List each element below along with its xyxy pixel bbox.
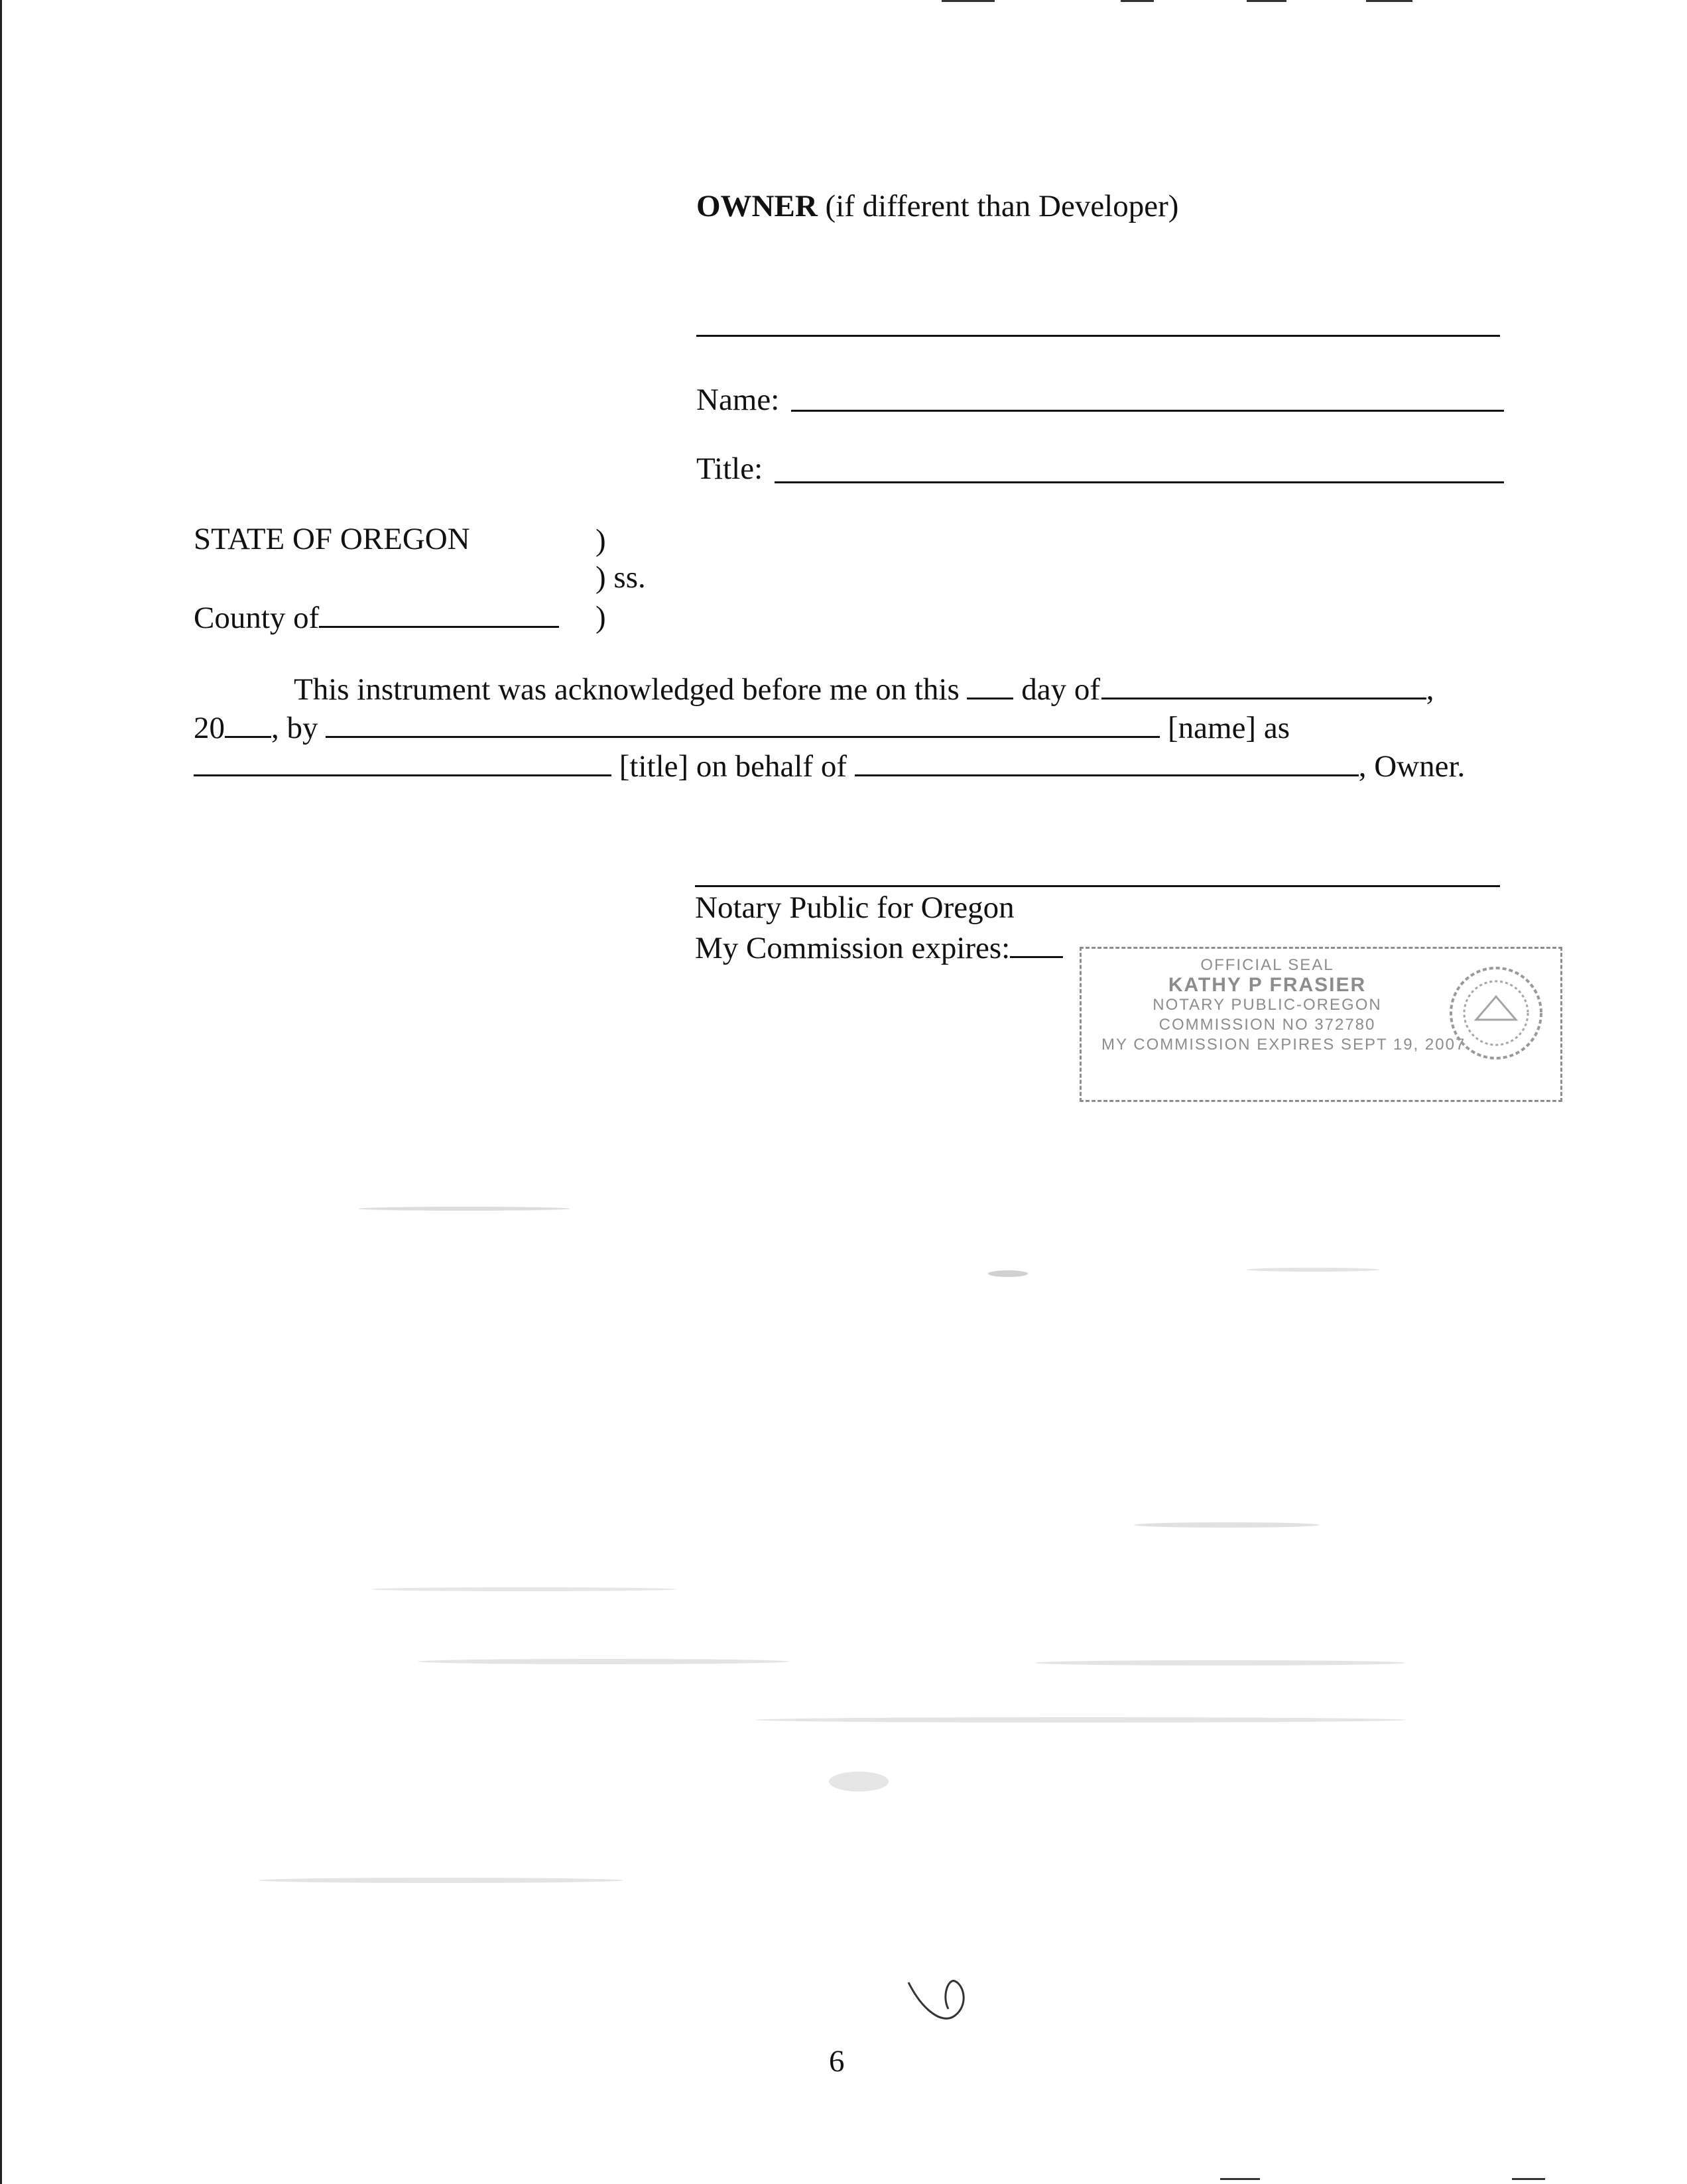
scan-noise	[1134, 1522, 1320, 1528]
seal-line-4: COMMISSION NO 372780	[1158, 1016, 1376, 1034]
venue-state: STATE OF OREGON	[194, 522, 470, 556]
venue-paren-1: )	[595, 523, 606, 558]
notary-commission-label: My Commission expires:	[695, 931, 1011, 965]
scan-noise	[829, 1772, 889, 1791]
ack-by: , by	[271, 711, 318, 745]
scan-mark	[1121, 0, 1154, 2]
notary-seal-stamp	[1080, 947, 1562, 1102]
owner-signature-line	[696, 335, 1500, 337]
scan-noise	[259, 1878, 623, 1883]
seal-line-3: NOTARY PUBLIC-OREGON	[1153, 996, 1382, 1014]
scan-noise	[418, 1659, 789, 1664]
commission-blank	[1010, 931, 1063, 958]
left-scan-border	[0, 0, 2, 2184]
month-blank	[1101, 672, 1426, 699]
scan-mark	[1247, 0, 1286, 2]
ack-year-prefix: 20	[194, 711, 225, 745]
ack-owner: , Owner.	[1358, 749, 1466, 784]
scan-noise	[371, 1587, 676, 1591]
year-blank	[225, 711, 271, 738]
scan-mark	[1366, 0, 1412, 2]
ack-line-3	[194, 749, 1465, 782]
seal-text	[1101, 955, 1466, 1055]
owner-heading	[696, 191, 1178, 222]
ack-title-on-behalf: [title] on behalf of	[619, 749, 847, 784]
ack-line-1-text: This instrument was acknowledged before me on this	[294, 672, 960, 707]
scan-noise	[1247, 1268, 1379, 1272]
owner-title-label: Title:	[696, 452, 763, 486]
scan-noise	[756, 1717, 1406, 1723]
owner-heading-bold: OWNER	[696, 189, 818, 223]
state-seal-icon	[1446, 963, 1546, 1063]
handwritten-initial-mark	[902, 1969, 981, 2029]
page-number: 6	[829, 2044, 845, 2079]
venue-county	[194, 601, 559, 634]
notary-commission	[695, 931, 1063, 964]
notary-signature-line	[695, 885, 1500, 887]
notary-public-label: Notary Public for Oregon	[695, 890, 1015, 925]
owner-name-line	[791, 410, 1504, 412]
ack-comma: ,	[1426, 672, 1434, 707]
owner-entity-blank	[855, 749, 1359, 776]
owner-heading-note: (if different than Developer)	[817, 189, 1179, 223]
scan-noise	[358, 1207, 570, 1211]
venue-county-label: County of	[194, 601, 320, 635]
day-blank	[967, 672, 1013, 699]
venue-paren-ss: ) ss.	[595, 560, 646, 595]
seal-line-5: MY COMMISSION EXPIRES SEPT 19, 2007	[1101, 1036, 1466, 1054]
title-blank	[194, 749, 611, 776]
ack-day-of: day of	[1021, 672, 1100, 707]
seal-line-1: OFFICIAL SEAL	[1200, 956, 1334, 974]
scan-mark	[1220, 2178, 1260, 2180]
ack-line-2	[194, 711, 1290, 744]
owner-title-line	[775, 481, 1504, 483]
name-blank	[326, 711, 1160, 738]
scan-mark	[1512, 2178, 1545, 2180]
seal-line-2: KATHY P FRASIER	[1168, 974, 1367, 996]
ack-line-1	[294, 672, 1434, 705]
ack-name-as: [name] as	[1168, 711, 1290, 745]
county-blank	[319, 601, 559, 628]
owner-name-label: Name:	[696, 383, 780, 417]
scan-mark	[942, 0, 995, 2]
scan-noise	[1034, 1660, 1406, 1666]
venue-paren-3: )	[595, 600, 606, 635]
scan-noise	[988, 1270, 1028, 1277]
